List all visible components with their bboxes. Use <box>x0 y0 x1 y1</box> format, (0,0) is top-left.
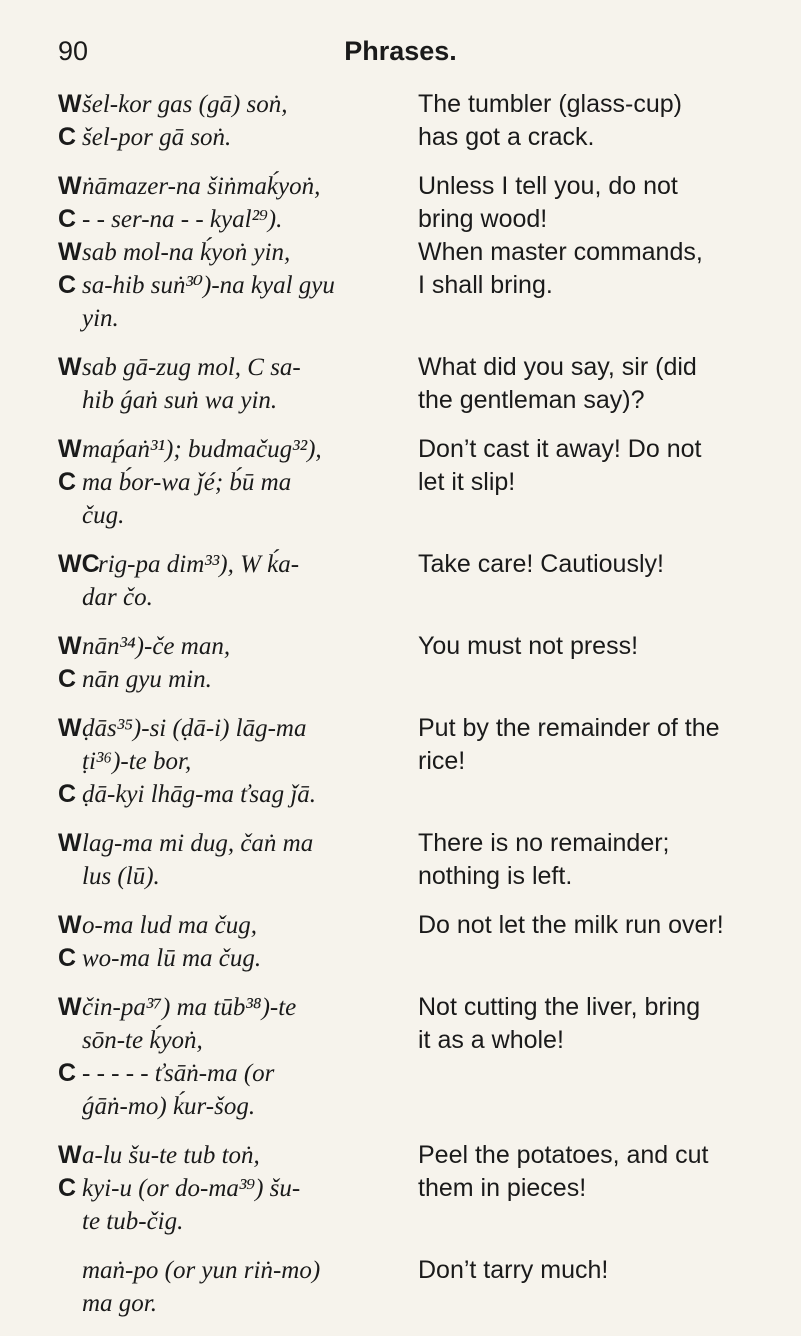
tibetan-text: šel-por gā soṅ. <box>82 124 232 151</box>
speaker-label: W <box>58 172 82 200</box>
tibetan-text: maṅ-po (or yun riṅ-mo) <box>82 1257 321 1284</box>
phrase-entry <box>58 88 768 154</box>
tibetan-text: - - ser-na - - kyal²⁹). <box>82 206 283 233</box>
speaker-label <box>58 860 82 893</box>
tibetan-line <box>58 581 418 614</box>
speaker-label: W <box>58 714 82 742</box>
tibetan-text: lag-ma mi dug, čaṅ ma <box>82 830 314 857</box>
tibetan-text: ṭi³⁶)-te bor, <box>82 748 192 775</box>
english-line: Do not let the milk run over! <box>418 911 724 939</box>
speaker-label <box>58 1287 82 1320</box>
english-column <box>418 548 768 614</box>
phrase-entry <box>58 630 768 696</box>
phrase-entry <box>58 170 768 335</box>
english-line: The tumbler (glass-cup) <box>418 90 682 118</box>
english-line: them in pieces! <box>418 1174 587 1202</box>
tibetan-line <box>58 1287 418 1320</box>
english-line: bring wood! <box>418 205 548 233</box>
tibetan-text: o-ma lud ma čug, <box>82 912 257 939</box>
tibetan-column <box>58 1254 418 1320</box>
tibetan-text: yin. <box>82 305 119 332</box>
english-line: You must not press! <box>418 632 639 660</box>
phrase-entry <box>58 909 768 975</box>
english-column <box>418 712 768 811</box>
english-line: Peel the potatoes, and cut <box>418 1141 709 1169</box>
tibetan-column <box>58 351 418 417</box>
speaker-label <box>58 1254 82 1287</box>
tibetan-line <box>58 302 418 335</box>
tibetan-text: dar čo. <box>82 584 153 611</box>
tibetan-text: rig-pa dim³³), W ḱa- <box>98 551 300 578</box>
tibetan-text: sab gā-zug mol, C sa- <box>82 354 301 381</box>
speaker-label: W <box>58 90 82 118</box>
english-line: Not cutting the liver, bring <box>418 993 701 1021</box>
tibetan-line <box>58 1090 418 1123</box>
speaker-label: W <box>58 829 82 857</box>
tibetan-text: čug. <box>82 502 125 529</box>
speaker-label: WC <box>58 550 100 578</box>
tibetan-line <box>58 663 418 696</box>
english-line: What did you say, sir (did <box>418 353 697 381</box>
tibetan-line <box>58 499 418 532</box>
tibetan-line <box>58 1024 418 1057</box>
speaker-label: C <box>58 944 77 972</box>
phrase-entry <box>58 433 768 532</box>
tibetan-text: ma gor. <box>82 1290 158 1317</box>
tibetan-text: maṕaṅ³¹); budmačug³²), <box>82 436 322 463</box>
english-column <box>418 827 768 893</box>
tibetan-line <box>58 548 418 581</box>
speaker-label: C <box>58 1174 77 1202</box>
phrase-entry <box>58 712 768 811</box>
speaker-label: C <box>58 123 77 151</box>
speaker-label: W <box>58 435 82 463</box>
speaker-label: W <box>58 632 82 660</box>
tibetan-column <box>58 548 418 614</box>
tibetan-line <box>58 942 418 975</box>
speaker-label <box>58 1205 82 1238</box>
tibetan-column <box>58 630 418 696</box>
speaker-label <box>58 1024 82 1057</box>
english-column <box>418 88 768 154</box>
tibetan-line <box>58 1057 418 1090</box>
speaker-label: W <box>58 911 82 939</box>
phrase-entry <box>58 548 768 614</box>
tibetan-text: ǵāṅ-mo) ḱur-šog. <box>82 1093 256 1120</box>
english-line: nothing is left. <box>418 862 573 890</box>
tibetan-line <box>58 827 418 860</box>
tibetan-text: - - - - - ťsāṅ-ma (or <box>82 1060 275 1087</box>
english-column <box>418 630 768 696</box>
tibetan-text: ḍā-kyi lhāg-ma ťsag ǰā. <box>82 781 317 808</box>
tibetan-line <box>58 991 418 1024</box>
tibetan-text: wo-ma lū ma čug. <box>82 945 262 972</box>
tibetan-text: ṅāmazer-na šiṅmaḱyoṅ, <box>82 173 321 200</box>
tibetan-line <box>58 1139 418 1172</box>
english-column <box>418 351 768 417</box>
tibetan-text: šel-kor gas (gā) soṅ, <box>82 91 288 118</box>
speaker-label: W <box>58 353 82 381</box>
tibetan-line <box>58 351 418 384</box>
tibetan-line <box>58 88 418 121</box>
tibetan-line <box>58 203 418 236</box>
tibetan-text: kyi-u (or do-ma³⁹) šu- <box>82 1175 301 1202</box>
tibetan-text: ma b́or-wa ǰé; b́ū ma <box>82 469 292 496</box>
speaker-label <box>58 745 82 778</box>
speaker-label: C <box>58 205 77 233</box>
english-line: the gentleman say)? <box>418 386 645 414</box>
english-line: I shall bring. <box>418 271 553 299</box>
tibetan-text: te tub-čig. <box>82 1208 184 1235</box>
speaker-label: C <box>58 780 77 808</box>
tibetan-line <box>58 269 418 302</box>
tibetan-line <box>58 712 418 745</box>
english-column <box>418 1139 768 1238</box>
english-column <box>418 909 768 975</box>
tibetan-column <box>58 88 418 154</box>
english-column <box>418 991 768 1123</box>
speaker-label: C <box>58 468 77 496</box>
phrase-entry <box>58 1254 768 1320</box>
tibetan-column <box>58 909 418 975</box>
tibetan-line <box>58 745 418 778</box>
tibetan-column <box>58 991 418 1123</box>
tibetan-column <box>58 827 418 893</box>
tibetan-line <box>58 909 418 942</box>
tibetan-text: nān gyu min. <box>82 666 212 693</box>
english-line: Take care! Cautiously! <box>418 550 664 578</box>
tibetan-line <box>58 466 418 499</box>
tibetan-line <box>58 630 418 663</box>
english-line: Don’t cast it away! Do not <box>418 435 702 463</box>
english-column <box>418 170 768 335</box>
tibetan-line <box>58 170 418 203</box>
tibetan-text: sa-hib suṅ³⁰)-na kyal gyu <box>82 272 335 299</box>
english-line: rice! <box>418 747 466 775</box>
tibetan-text: nān³⁴)-če man, <box>82 633 231 660</box>
tibetan-line <box>58 384 418 417</box>
speaker-label: C <box>58 271 77 299</box>
english-line: has got a crack. <box>418 123 595 151</box>
english-line: it as a whole! <box>418 1026 564 1054</box>
speaker-label: C <box>58 665 77 693</box>
tibetan-line <box>58 433 418 466</box>
tibetan-line <box>58 121 418 154</box>
tibetan-text: sōn-te ḱyoṅ, <box>82 1027 203 1054</box>
speaker-label: W <box>58 993 82 1021</box>
tibetan-text: ḍās³⁵)-si (ḍā-i) lāg-ma <box>82 715 307 742</box>
phrase-entry <box>58 991 768 1123</box>
english-line: let it slip! <box>418 468 516 496</box>
english-line: Unless I tell you, do not <box>418 172 678 200</box>
tibetan-line <box>58 860 418 893</box>
tibetan-line <box>58 1172 418 1205</box>
phrase-list <box>58 88 768 1336</box>
english-line: When master commands, <box>418 238 703 266</box>
speaker-label <box>58 499 82 532</box>
speaker-label <box>58 302 82 335</box>
tibetan-column <box>58 170 418 335</box>
english-column <box>418 433 768 532</box>
tibetan-text: a-lu šu-te tub toṅ, <box>82 1142 260 1169</box>
speaker-label: C <box>58 1059 77 1087</box>
speaker-label <box>58 581 82 614</box>
tibetan-text: sab mol-na ḱyoṅ yin, <box>82 239 291 266</box>
tibetan-column <box>58 1139 418 1238</box>
phrase-entry <box>58 351 768 417</box>
tibetan-line <box>58 236 418 269</box>
english-column <box>418 1254 768 1320</box>
tibetan-line <box>58 1205 418 1238</box>
speaker-label <box>58 384 82 417</box>
tibetan-text: lus (lū). <box>82 863 160 890</box>
tibetan-line <box>58 778 418 811</box>
english-line: Put by the remainder of the <box>418 714 720 742</box>
tibetan-line <box>58 1254 418 1287</box>
tibetan-column <box>58 712 418 811</box>
speaker-label <box>58 1090 82 1123</box>
english-line: There is no remainder; <box>418 829 670 857</box>
tibetan-text: hib ǵaṅ suṅ wa yin. <box>82 387 278 414</box>
page-number: 90 <box>58 36 89 66</box>
running-title: Phrases. <box>344 36 457 66</box>
english-line: Don’t tarry much! <box>418 1256 609 1284</box>
phrase-entry <box>58 1139 768 1238</box>
speaker-label: W <box>58 238 82 266</box>
phrase-entry <box>58 827 768 893</box>
tibetan-text: čin-pa³⁷) ma tūb³⁸)-te <box>82 994 297 1021</box>
speaker-label: W <box>58 1141 82 1169</box>
tibetan-column <box>58 433 418 532</box>
